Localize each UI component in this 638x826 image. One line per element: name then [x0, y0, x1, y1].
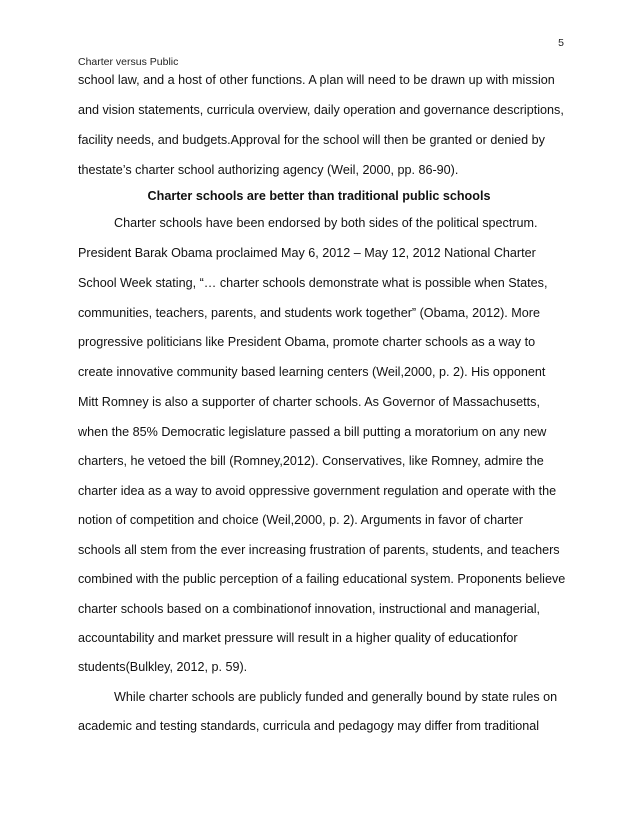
paragraph-line: create innovative community based learning centers (Weil,2000, p. 2). His opponent: [78, 365, 546, 379]
body-text-line: school law, and a host of other functions. A plan will need to be drawn up with mission: [78, 73, 555, 87]
body-text-line: facility needs, and budgets.Approval for the school will then be granted or denied by: [78, 133, 545, 147]
paragraph-line: Charter schools have been endorsed by both sides of the political spectrum.: [114, 216, 538, 230]
section-heading: Charter schools are better than traditional public schools: [147, 189, 491, 203]
paragraph-line: School Week stating, “… charter schools demonstrate what is possible when States,: [78, 276, 548, 290]
paragraph-line: combined with the public perception of a failing educational system. Proponents believe: [78, 572, 566, 586]
paragraph-line: schools all stem from the ever increasing frustration of parents, students, and teachers: [78, 543, 560, 557]
paragraph-line: accountability and market pressure will result in a higher quality of educationfor: [78, 631, 518, 645]
body-text-line: and vision statements, curricula overview, daily operation and governance descriptions,: [78, 103, 564, 117]
paragraph-line: students(Bulkley, 2012, p. 59).: [78, 660, 248, 674]
paragraph-line: Mitt Romney is also a supporter of charter schools. As Governor of Massachusetts,: [78, 395, 540, 409]
paragraph-line: communities, teachers, parents, and students work together” (Obama, 2012). More: [78, 306, 540, 320]
body-text-line: thestate’s charter school authorizing agency (Weil, 2000, pp. 86-90).: [78, 163, 459, 177]
paragraph-line: academic and testing standards, curricula and pedagogy may differ from traditional: [78, 719, 540, 733]
paragraph-line: charters, he vetoed the bill (Romney,2012). Conservatives, like Romney, admire the: [78, 454, 544, 468]
paragraph-line: when the 85% Democratic legislature passed a bill putting a moratorium on any new: [78, 425, 547, 439]
page-number: 5: [558, 37, 564, 49]
paragraph-line: charter idea as a way to avoid oppressive government regulation and operate with the: [78, 484, 557, 498]
running-head: Charter versus Public: [78, 56, 179, 68]
paragraph-line: notion of competition and choice (Weil,2000, p. 2). Arguments in favor of charter: [78, 513, 523, 527]
paragraph-line: charter schools based on a combinationof innovation, instructional and managerial,: [78, 602, 541, 616]
paragraph-line: President Barak Obama proclaimed May 6, 2012 – May 12, 2012 National Charter: [78, 246, 536, 260]
paragraph-line: progressive politicians like President Obama, promote charter schools as a way to: [78, 335, 536, 349]
paragraph-line: While charter schools are publicly funded and generally bound by state rules on: [114, 690, 558, 704]
